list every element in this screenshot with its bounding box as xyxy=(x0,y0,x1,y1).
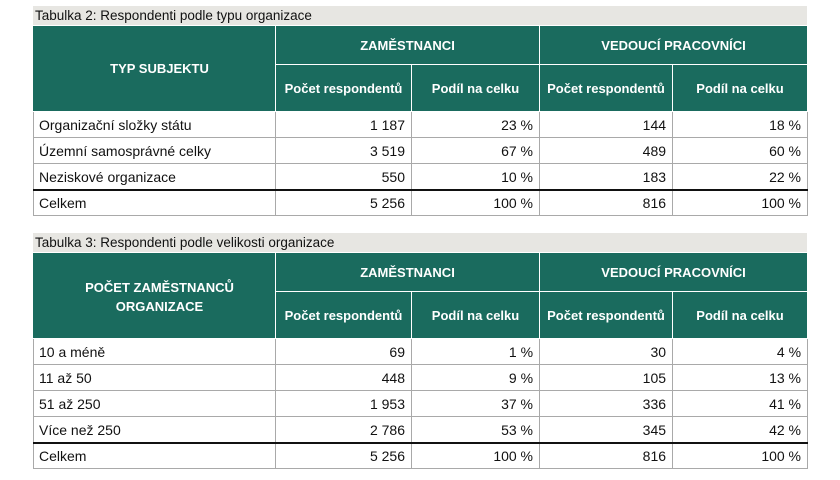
cell-count: 183 xyxy=(540,164,673,191)
cell-share: 23 % xyxy=(412,112,540,138)
cell-share: 67 % xyxy=(412,138,540,164)
table-2 xyxy=(33,25,808,216)
total-count: 816 xyxy=(540,443,673,469)
table-2-sub-header: Podíl na celku xyxy=(412,65,540,112)
table-3-sub-header: Počet respondentů xyxy=(276,292,412,339)
total-count: 5 256 xyxy=(276,443,412,469)
table-3-block xyxy=(33,233,807,469)
table-row xyxy=(34,339,808,365)
cell-count: 69 xyxy=(276,339,412,365)
table-row xyxy=(34,164,808,191)
cell-count: 448 xyxy=(276,365,412,391)
cell-count: 30 xyxy=(540,339,673,365)
table-2-row-header: TYP SUBJEKTU xyxy=(34,26,276,112)
cell-share: 13 % xyxy=(673,365,808,391)
table-row xyxy=(34,417,808,444)
cell-share: 18 % xyxy=(673,112,808,138)
row-label: Více než 250 xyxy=(34,417,276,444)
table-2-block xyxy=(33,6,807,216)
table-2-sub-header: Podíl na celku xyxy=(673,65,808,112)
cell-count: 3 519 xyxy=(276,138,412,164)
row-label: Neziskové organizace xyxy=(34,164,276,191)
cell-count: 1 953 xyxy=(276,391,412,417)
table-3-group-header-employees: ZAMĚSTNANCI xyxy=(276,253,540,292)
table-3-sub-header: Podíl na celku xyxy=(673,292,808,339)
cell-share: 9 % xyxy=(412,365,540,391)
table-3-sub-header: Podíl na celku xyxy=(412,292,540,339)
table-total-row xyxy=(34,190,808,216)
table-row xyxy=(34,391,808,417)
cell-count: 1 187 xyxy=(276,112,412,138)
cell-count: 336 xyxy=(540,391,673,417)
cell-count: 345 xyxy=(540,417,673,444)
table-3-caption: Tabulka 3: Respondenti podle velikosti organizace xyxy=(33,233,807,252)
total-label: Celkem xyxy=(34,443,276,469)
cell-count: 2 786 xyxy=(276,417,412,444)
table-2-sub-header: Počet respondentů xyxy=(540,65,673,112)
table-2-group-header-employees: ZAMĚSTNANCI xyxy=(276,26,540,65)
table-row xyxy=(34,365,808,391)
table-2-caption: Tabulka 2: Respondenti podle typu organizace xyxy=(33,6,807,25)
table-3-group-header-managers: VEDOUCÍ PRACOVNÍCI xyxy=(540,253,808,292)
row-label: 11 až 50 xyxy=(34,365,276,391)
cell-share: 42 % xyxy=(673,417,808,444)
total-share: 100 % xyxy=(673,190,808,216)
table-2-sub-header: Počet respondentů xyxy=(276,65,412,112)
cell-share: 60 % xyxy=(673,138,808,164)
table-3-row-header: POČET ZAMĚSTNANCŮ ORGANIZACE xyxy=(34,253,276,339)
table-3-sub-header: Počet respondentů xyxy=(540,292,673,339)
table-row xyxy=(34,138,808,164)
cell-share: 10 % xyxy=(412,164,540,191)
table-row xyxy=(34,112,808,138)
cell-count: 550 xyxy=(276,164,412,191)
cell-share: 37 % xyxy=(412,391,540,417)
cell-share: 41 % xyxy=(673,391,808,417)
table-total-row xyxy=(34,443,808,469)
row-label: 10 a méně xyxy=(34,339,276,365)
total-count: 816 xyxy=(540,190,673,216)
cell-share: 1 % xyxy=(412,339,540,365)
table-3 xyxy=(33,252,808,469)
total-share: 100 % xyxy=(412,443,540,469)
table-2-group-header-managers: VEDOUCÍ PRACOVNÍCI xyxy=(540,26,808,65)
cell-share: 4 % xyxy=(673,339,808,365)
row-label: Organizační složky státu xyxy=(34,112,276,138)
total-count: 5 256 xyxy=(276,190,412,216)
cell-share: 53 % xyxy=(412,417,540,444)
total-share: 100 % xyxy=(412,190,540,216)
cell-count: 489 xyxy=(540,138,673,164)
row-label: 51 až 250 xyxy=(34,391,276,417)
cell-count: 144 xyxy=(540,112,673,138)
row-label: Územní samosprávné celky xyxy=(34,138,276,164)
total-share: 100 % xyxy=(673,443,808,469)
cell-share: 22 % xyxy=(673,164,808,191)
cell-count: 105 xyxy=(540,365,673,391)
total-label: Celkem xyxy=(34,190,276,216)
